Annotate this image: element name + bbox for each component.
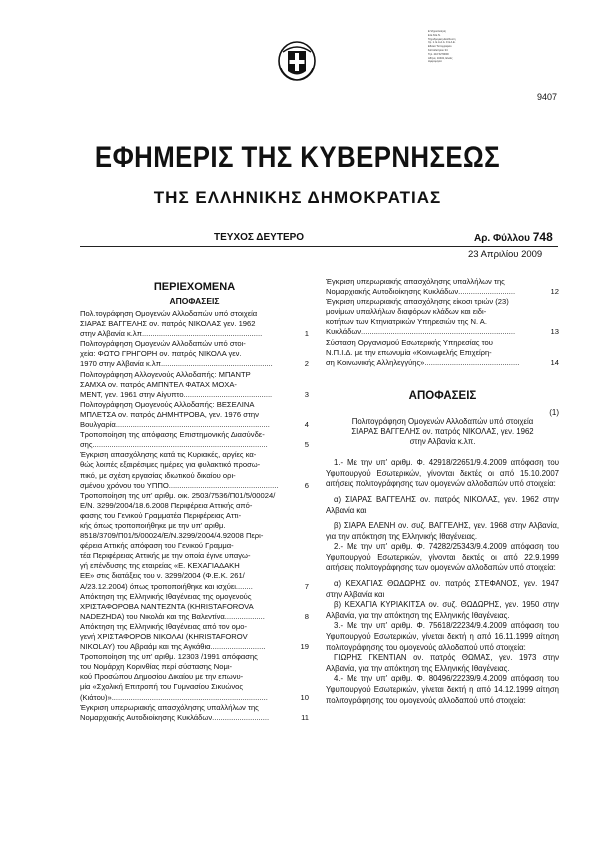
toc-entry (80, 491, 309, 592)
toc-entry-line: Α/23.12.2004) όπως τροποποιήθηκε και ισχύει........ (80, 581, 253, 591)
toc-entry-line: σης................................................................................... (80, 440, 268, 450)
toc-entry-line: Πολιτογράφηση Αλλογενούς Αλλοδαπής: ΜΠΑΝΤΡ (80, 369, 251, 379)
header-rule (80, 246, 558, 247)
toc-entry (80, 370, 309, 400)
toc-entry-line: του Νομάρχη Κορινθίας περί σύστασης Νομι- (80, 662, 233, 672)
toc-entry-line: Έγκριση υπερωριακής απασχόλησης υπαλλήλων της (80, 702, 259, 712)
toc-entry-line: κοτήτων των Κτηνιατρικών Υπηρεσιών της Ν. Α. (326, 317, 487, 327)
toc-entry-line: Τροποποίηση της απόφασης Επιστημονικής Διασύνδε- (80, 430, 265, 440)
toc-page-number: 1 (304, 329, 309, 339)
toc-entry-line: γή επένδυσης της εταιρείας «Ε. ΚΕΧΑΓΙΑΔΑΚΗ (80, 561, 240, 571)
right-column (326, 277, 559, 706)
toc-page-number: 12 (550, 287, 559, 297)
toc-page-number: 2 (304, 359, 309, 369)
toc-entry-line: χεία: ΦΩΤΟ ΓΡΗΓΟΡΗ ον. πατρός ΝΙΚΟΛΑ γεν. (80, 349, 242, 359)
toc-entry-line: Έγκριση υπερωριακής απασχόλησης είκοσι τριών (23) (326, 297, 509, 307)
decision-paragraph: α) ΣΙΑΡΑΣ ΒΑΓΓΕΛΗΣ ον. πατρός ΝΙΚΟΛΑΣ, γεν. 1962 στην Αλβανία και (326, 494, 559, 515)
toc-page-number: 3 (304, 389, 309, 399)
sheet-number-value: 748 (532, 230, 553, 244)
toc-entry (80, 400, 309, 430)
contents-column (80, 280, 309, 723)
toc-entry-line: μονίμων υπαλλήλων διαφόρων κλάδων και ειδι- (326, 307, 487, 317)
toc-entry (326, 338, 559, 368)
page-number: 9407 (537, 92, 558, 102)
toc-entry-line: ΕΕ» στις διατάξεις του ν. 3299/2004 (Φ.Ε.Κ. 261/ (80, 571, 245, 581)
library-stamp (428, 30, 486, 64)
toc-entry-line: φασης του Γενικού Γραμματέα Περιφέρειας Αττι- (80, 510, 242, 520)
toc-entry-line: μία «Σχολική Επιτροπή του Γυμνασίου Σικυώνος (80, 682, 244, 692)
toc-entry-line: σμένου χρόνου του ΥΠΠΟ.................................................... (80, 480, 279, 490)
toc-page-number: 4 (304, 420, 309, 430)
toc-entry (80, 339, 309, 369)
toc-entry-line: Απόκτηση της Ελληνικής Ιθαγένειας της ομογενούς (80, 591, 252, 601)
decision-paragraph: 1.- Με την υπ' αριθμ. Φ. 42918/22651/9.4.2009 απόφαση του Υφυπουργού Εσωτερικών, γίνονται δεκτές οι από 15.10.2007 αιτήσεις πολιτογράφησης των ομογενών αλλοδαπών υπό στοιχεία: (326, 458, 559, 489)
toc-page-number: 5 (304, 440, 309, 450)
decisions-title: ΑΠΟΦΑΣΕΙΣ (408, 389, 477, 402)
toc-entry-line: Έγκριση υπερωριακής απασχόλησης υπαλλήλων της (326, 277, 505, 286)
decision-heading-line: Πολιτογράφηση Ομογενών Αλλοδαπών υπό στοιχεία (351, 416, 534, 426)
toc-entry-line: γενή ΧΡΙΣΤΑΦΟΡΟΒ ΝΙΚΟΛΑΙ (KHRISTAFOROV (80, 632, 248, 641)
toc-entry-line: Τροποποίηση της υπ' αριθμ. οικ. 2503/7536/Π01/5/00024/ (80, 490, 276, 500)
stamp-line: Χρ. 1. Ε.Α.Α.Α. 9 & Α.Ε. (428, 41, 456, 45)
decision-heading-line: ΣΙΑΡΑΣ ΒΑΓΓΕΛΗΣ ον. πατρός ΝΙΚΟΛΑΣ, γεν. 1962 (351, 426, 534, 436)
toc-entry (80, 622, 309, 652)
decision-paragraph: α) ΚΕΧΑΓΙΑΣ ΘΩΔΩΡΗΣ ον. πατρός ΣΤΕΦΑΝΟΣ, γεν. 1947 στην Αλβανία και (326, 579, 559, 599)
toc-entry-line: Νομαρχιακής Αυτοδιοίκησης Κυκλάδων........................... (326, 287, 516, 297)
toc-entry (326, 277, 559, 297)
contents-title: ΠΕΡΙΕΧΟΜΕΝΑ (153, 281, 236, 293)
toc-entry-line: NADEZHDA) του Νικολάι και της Βαλεντίνα................... (80, 611, 265, 621)
toc-page-number: 11 (301, 712, 309, 722)
stamp-line: Ε.Ψηφιοποίηση (428, 30, 446, 33)
toc-entry-line: Έγκριση απασχόλησης κατά τις Κυριακές, αργίες κα- (80, 450, 257, 460)
toc-entry (80, 652, 309, 702)
toc-entry-line: ΜΕΝΤ, γεν. 1961 στην Αίγυπτο.......................................... (80, 389, 273, 399)
decision-heading (326, 417, 559, 447)
toc-entry-line: ση Κοινωνικής Αλληλεγγύης»............................................. (326, 357, 520, 367)
decision-number: (1) (549, 407, 559, 417)
toc-entry-line: Τροποποίηση της υπ' αριθμ. 12303 /1991 απόφασης (80, 652, 258, 662)
toc-entry-line: ΣΑΜΧΑ ον. πατρός ΑΜΠΝΤΕΛ ΦΑΤΑΧ ΜΟΧΑ- (80, 379, 237, 389)
toc-entry-line: κής όπως τροποποιήθηκε με την υπ' αριθμ. (80, 520, 226, 530)
toc-page-number: 7 (304, 581, 309, 591)
toc-entry-line: 8518/3709/Π01/5/00024/Ε/Ν.3299/2004/4.92008 Περι- (80, 531, 264, 541)
toc-page-number: 10 (300, 692, 309, 702)
toc-entry-line: (Κιάτου)».......................................................................... (80, 692, 268, 702)
toc-entry-line: Ε/Ν. 3299/2004/18.6.2008 Περιφέρεια Αττικής από- (80, 500, 253, 510)
toc-entry-line: θώς λοιπές εξαιρέσιμες ημέρες για φυλακτικό προσω- (80, 460, 261, 470)
toc-entry (80, 430, 309, 450)
stamp-line: Ταχυδρομική Διεύθυνση (428, 37, 456, 41)
decision-body (326, 458, 559, 706)
masthead-title: ΕΦΗΜΕΡΙΣ ΤΗΣ ΚΥΒΕΡΝΗΣΕΩΣ (94, 141, 501, 174)
masthead-subtitle: ΤΗΣ ΕΛΛΗΝΙΚΗΣ ΔΗΜΟΚΡΑΤΙΑΣ (153, 188, 442, 207)
toc-page-number: 6 (304, 480, 309, 490)
toc-entry-line: φέρεια Αττικής απόφαση του Γενικού Γραμμα- (80, 541, 234, 551)
stamp-line: Εθνικό Τυπογραφείο (428, 45, 452, 49)
toc-entry-line: Νομαρχιακής Αυτοδιοίκησης Κυκλάδων........................... (80, 712, 270, 722)
decision-heading-line: στην Αλβανία κ.λπ. (409, 437, 476, 447)
stamp-line: Καποδιστρίου 34 (428, 48, 448, 52)
issue-date: 23 Απριλίου 2009 (468, 249, 543, 260)
toc-entry-line: ΧΡΙΣΤΑΦΟΡΟΒΑ ΝΑΝΤΕΖΝΤΑ (KHRISTAFOROVA (80, 601, 254, 611)
toc-entry-line: Βουλγαρία......................................................................... (80, 420, 270, 430)
toc-entry-line: τέα Περιφέρειας Αττικής με την οποία έγινε υπαγω- (80, 551, 251, 561)
decision-paragraph: 2.- Με την υπ' αριθμ. Φ. 74282/25343/9.4.2009 απόφαση του Υφυπουργού Εσωτερικών, γίνονται δεκτές οι από 22.9.1999 αιτήσεις πολιτογράφησης των ομογενών αλλοδαπών υπό στοιχεία: (326, 542, 559, 573)
sheet-number (474, 230, 553, 244)
toc-entry (326, 297, 559, 337)
toc-page-number: 19 (300, 642, 309, 652)
decision-paragraph: 3.- Με την υπ' αριθμ. Φ. 75618/22234/9.4.2009 απόφαση του Υφυπουργού Εσωτερικών, γίνεται δεκτή η από 16.11.1999 αίτηση πολιτογράφησης του ομογενούς αλλοδαπού υπό στοιχεία: (326, 621, 559, 652)
toc-page-number: 8 (304, 611, 309, 621)
toc-entry-line: Πολιτογράφηση Ομογενών Αλλοδαπών υπό στοι- (80, 339, 246, 349)
stamp-line: Τηλ. 210 5279000 (428, 52, 449, 56)
toc-entry (80, 309, 309, 339)
decision-paragraph: β) ΚΕΧΑΓΙΑ ΚΥΡΙΑΚΙΤΣΑ ον. συζ. ΘΩΔΩΡΗΣ, γεν. 1950 στην Αλβανία, για την απόκτηση της Ελληνικής Ιθαγένειας. (326, 600, 559, 620)
toc-entry-line: Πολ.τογράφηση Ομογενών Αλλοδαπών υπό στοιχεία (80, 309, 258, 318)
stamp-line: Ε.Ε.Ν.Ε.Ν. (428, 33, 441, 37)
toc-entry-line: Κυκλάδων......................................................................... (326, 327, 516, 337)
toc-entry-line: πικό, με σχέση εργασίας ιδιωτικού δικαίου ορι- (80, 470, 236, 480)
toc-entry (80, 450, 309, 490)
toc-list-right (326, 277, 559, 368)
sheet-label: Αρ. Φύλλου (474, 233, 530, 244)
toc-entry-line: στην Αλβανία κ.λπ......................................................... (80, 329, 263, 339)
toc-entry-line: NIKOLAY) του Αβραάμ και της Αγκάθια.......................... (80, 642, 266, 652)
decision-paragraph: 4.- Με την υπ' αριθμ. Φ. 80496/22239/9.4.2009 απόφαση του Υφυπουργού Εσωτερικών, γίνεται δεκτή η από 14.12.1999 αίτηση πολιτογράφησης του ομογενούς αλλοδαπού υπό στοιχεία: (326, 674, 559, 705)
toc-entry-line: Ν.Π.Ι.Δ. με την επωνυμία «Κοινωφελής Επιχείρη- (326, 347, 492, 357)
toc-entry-line: Πολιτογράφηση Ομογενούς Αλλοδαπής: ΒΕΣΕΛΙΝΑ (80, 399, 255, 409)
toc-entry-line: 1970 στην Αλβανία κ.λπ..................................................... (80, 359, 273, 369)
issue-type: ΤΕΥΧΟΣ ΔΕΥΤΕΡΟ (214, 232, 305, 243)
contents-section: ΑΠΟΦΑΣΕΙΣ (169, 296, 220, 306)
toc-entry (80, 592, 309, 622)
greek-coat-of-arms-icon (275, 38, 319, 82)
toc-entry-line: Σύσταση Οργανισμού Εσωτερικής Υπηρεσίας του (326, 337, 493, 347)
stamp-line: Ημερομηνία (428, 60, 442, 64)
toc-entry (80, 703, 309, 723)
toc-page-number: 13 (550, 327, 559, 337)
decision-paragraph: ΓΙΩΡΗΣ ΓΚΕΝΤΙΑΝ ον. πατρός ΘΩΜΑΣ, γεν. 1973 στην Αλβανία, για την απόκτηση της Ελληνικής Ιθαγένειας. (326, 653, 559, 673)
toc-entry-line: Απόκτηση της Ελληνικής Ιθαγένειας από τον ομο- (80, 621, 247, 631)
toc-page-number: 14 (550, 357, 559, 367)
stamp-line: Αθήνα, 10432, Ελλάς (428, 56, 453, 60)
decision-paragraph: β) ΣΙΑΡΑ ΕΛΕΝΗ ον. συζ. ΒΑΓΓΕΛΗΣ, γεν. 1968 στην Αλβανία, για την απόκτηση της Ελληνικής Ιθαγένειας. (326, 521, 559, 541)
toc-entry-line: ΜΠΛΕΤΣΑ ον. πατρός ΔΗΜΗΤΡΟΒΑ, γεν. 1976 στην (80, 409, 259, 419)
toc-list-left (80, 309, 309, 723)
toc-entry-line: κού Προσώπου Δημοσίου Δικαίου με την επωνυ- (80, 672, 244, 682)
toc-entry-line: ΣΙΑΡΑΣ ΒΑΓΓΕΛΗΣ ον. πατρός ΝΙΚΟΛΑΣ γεν. 1962 (80, 319, 256, 329)
